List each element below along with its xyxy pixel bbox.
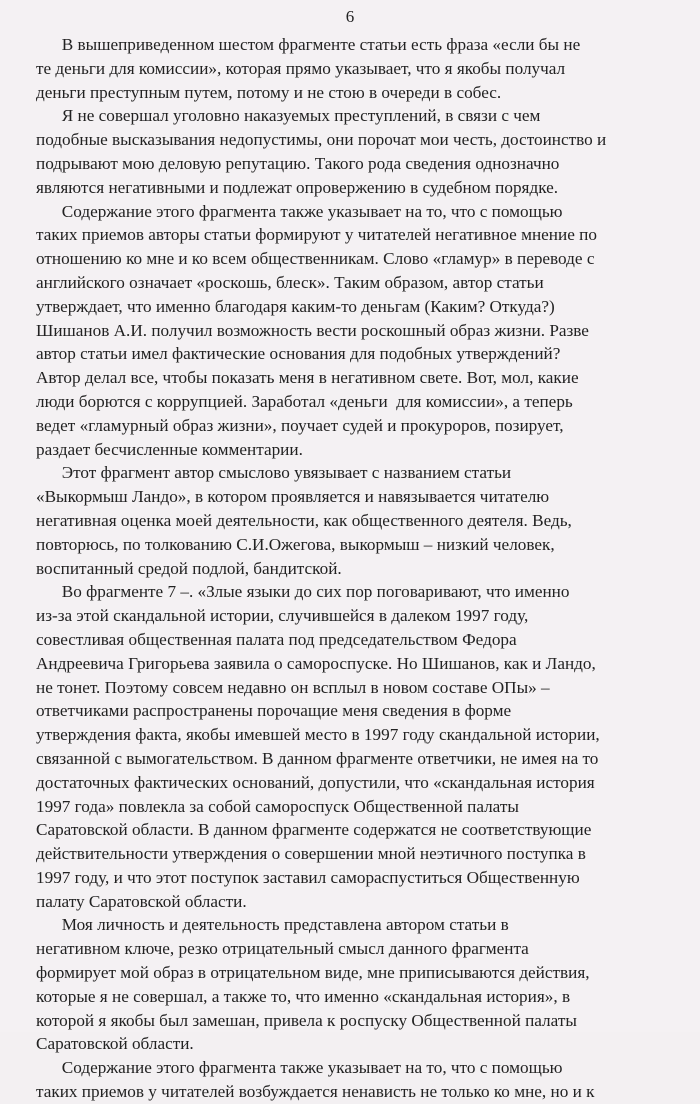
text-line: «Выкормыш Ландо», в котором проявляется и навязывается читателю [36, 487, 550, 507]
page-number: 6 [345, 7, 355, 26]
text-line: люди борются с коррупцией. Заработал «деньги для комиссии», а теперь [36, 391, 573, 411]
text-line: повторюсь, по толкованию С.И.Ожегова, выкормыш – низкий человек, [36, 534, 555, 554]
text-line: которые я не совершал, а также то, что именно «скандальная история», в [36, 986, 571, 1006]
text-line: Автор делал все, чтобы показать меня в негативном свете. Вот, мол, какие [36, 368, 579, 388]
text-line: В вышеприведенном шестом фрагменте статьи есть фраза «если бы не [36, 35, 581, 54]
text-line: негативном ключе, резко отрицательный смысл данного фрагмента [36, 939, 529, 959]
text-line: негативная оценка моей деятельности, как общественного деятеля. Ведь, [36, 510, 572, 530]
paragraph [36, 461, 676, 580]
text-line: 1997 года» повлекла за собой самороспуск Общественной палаты [36, 796, 519, 816]
text-line: Андреевича Григорьева заявила о самороспуске. Но Шишанов, как и Ландо, [36, 653, 596, 673]
text-line: достаточных фактических оснований, допустили, что «скандальная история [36, 772, 595, 792]
text-line: Этот фрагмент автор смыслово увязывает с названием статьи [36, 463, 512, 483]
text-line: связанной с вымогательством. В данном фрагменте ответчики, не имея на то [36, 748, 599, 768]
text-line: деньги преступным путем, потому и не стою в очереди в собес. [36, 82, 502, 102]
paragraph [36, 1056, 676, 1104]
text-line: Во фрагменте 7 –. «Злые языки до сих пор поговаривают, что именно [36, 582, 570, 602]
text-line: автор статьи имел фактические основания для подобных утверждений? [36, 344, 561, 364]
text-line: палату Саратовской области. [36, 891, 247, 911]
text-line: которой я якобы был замешан, привела к роспуску Общественной палаты [36, 1010, 577, 1030]
text-line: являются негативными и подлежат опровержению в судебном порядке. [36, 177, 559, 197]
paragraph [36, 33, 676, 104]
paragraph [36, 580, 676, 913]
text-line: действительности утверждения о совершении мной неэтичного поступка в [36, 844, 586, 864]
text-line: из-за этой скандальной истории, случившейся в далеком 1997 году, [36, 606, 529, 626]
paragraph [36, 913, 676, 1056]
text-line: раздает бесчисленные комментарии. [36, 439, 303, 459]
text-line: таких приемов авторы статьи формируют у читателей негативное мнение по [36, 225, 597, 245]
text-line: Моя личность и деятельность представлена автором статьи в [36, 915, 509, 935]
paragraph [36, 200, 676, 462]
text-line: 1997 году, и что этот поступок заставил самораспуститься Общественную [36, 867, 580, 887]
text-line: отношению ко мне и ко всем общественникам. Слово «гламур» в переводе с [36, 249, 595, 269]
text-line: Я не совершал уголовно наказуемых преступлений, в связи с чем [36, 106, 541, 126]
text-line: ответчиками распространены порочащие меня сведения в форме [36, 701, 512, 721]
text-line: подобные высказывания недопустимы, они порочат мои честь, достоинство и [36, 130, 607, 150]
text-line: Саратовской области. В данном фрагменте содержатся не соответствующие [36, 820, 592, 840]
text-line: Саратовской области. [36, 1034, 194, 1054]
text-line: Содержание этого фрагмента также указывает на то, что с помощью [36, 1058, 563, 1078]
text-line: утверждает, что именно благодаря каким-то деньгам (Каким? Откуда?) [36, 296, 555, 316]
text-line: утверждения факта, якобы имевшей место в 1997 году скандальной истории, [36, 725, 600, 745]
document-body [36, 33, 676, 1104]
text-line: совестливая общественная палата под председательством Федора [36, 629, 517, 649]
text-line: подрывают мою деловую репутацию. Такого рода сведения однозначно [36, 153, 560, 173]
text-line: те деньги для комиссии», которая прямо указывает, что я якобы получал [36, 58, 566, 78]
text-line: ведет «гламурный образ жизни», поучает судей и прокуроров, позирует, [36, 415, 564, 435]
text-line: формирует мой образ в отрицательном виде, мне приписываются действия, [36, 963, 590, 983]
text-line: воспитанный средой подлой, бандитской. [36, 558, 342, 578]
text-line: Шишанов А.И. получил возможность вести роскошный образ жизни. Разве [36, 320, 589, 340]
text-line: не тонет. Поэтому совсем недавно он всплыл в новом составе ОПы» – [36, 677, 550, 697]
text-line: английского означает «роскошь, блеск». Таким образом, автор статьи [36, 272, 544, 292]
paragraph [36, 104, 676, 199]
text-line: таких приемов у читателей возбуждается ненависть не только ко мне, но и к [36, 1082, 595, 1102]
text-line: Содержание этого фрагмента также указывает на то, что с помощью [36, 201, 563, 221]
